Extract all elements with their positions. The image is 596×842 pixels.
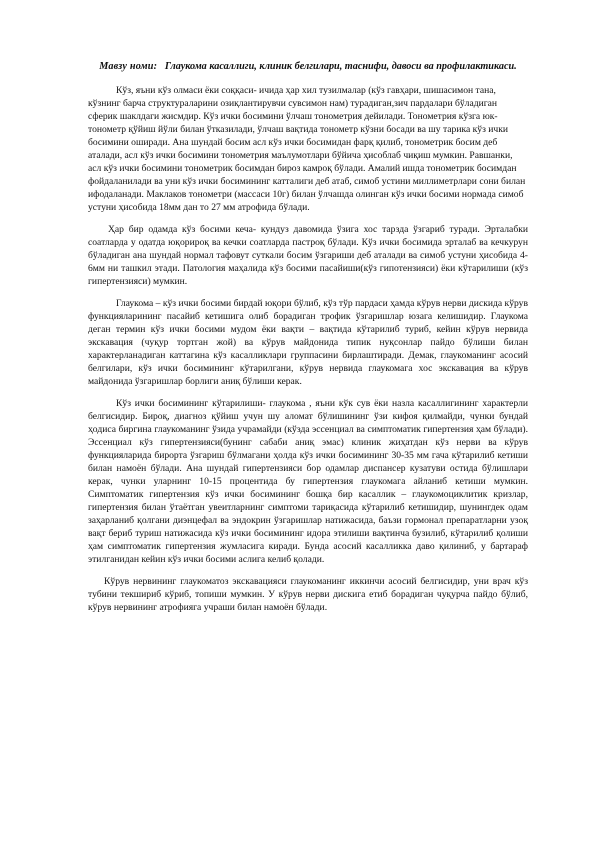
document-page [88, 60, 528, 623]
paragraph-4: Кўз ички босимининг кўтарилиши- глаукома , яъни кўк сув ёки назла касаллигининг характерли белгисидир. Бироқ, диагноз қўйиш учун шу аломат бўлишининг ўзи кифоя қилмайди, чунки бундай ҳодиса биргина глаукоманинг ўзида учрамайди (кўзда эссенциал ва симптоматик гипертензия ҳам бўлади). Эссенциал кўз гипертензияси(бунинг сабаби аниқ эмас) клиник жиҳатдан кўз нерви ва кўрув функцияларида бирорта ўзгариш бўлмагани ҳолда кўз ички босимининг 30-35 мм гача кўтарилиб кетиши билан намоён бўлади. Ана шундай гипертензияси бор одамлар диспансер кузатуви остида бўлишлари керак, чунки уларнинг 10-15 процентида бу гипертензия глаукомага айланиб кетиши мумкин. Симптоматик гипертензия кўз ички босимининг бошқа бир касаллик – глаукомоциклитик кризлар, гипертензия билан ўтаётган увеитларнинг симптоми тариқасида кўтарилиб кетишидир, шунингдек одам заҳарланиб қолгани диэнцефал ва эндокрин ўзгаришлар натижасида, баъзи гормонал препаратларни узоқ вақт бериб туриш натижасида кўз ички босимининг идора этилиши вақтинча бузилиб, кўтарилиб қолиши ҳам симптоматик гипертензия жумласига киради. Бунда асосий касалликка даво қилиниб, у бартараф этилганидан кейин кўз ички босими аслига келиб қолади. [88, 397, 528, 565]
paragraph-1: Кўз, яъни кўз олмаси ёки соққаси- ичида ҳар хил тузилмалар (кўз гавҳари, шишасимон тана, кўзнинг барча структураларини озиқлантирувчи сувсимон нам) турадиган,зич пардалари бўладиган сферик шаклдаги жисмдир. Кўз ички босимини ўлчаш тонометрия дейилади. Тонометрия кўзга юк- тонометр қўйиш йўли билан ўтказилади, ўлчаш вақтида тонометр кўзни босади ва шу тарика кўз ички босимини оширади. Ана шундай босим асл кўз ички босимидан фарқ қилиб, тонометрик босим деб аталади, асл кўз ички босимини тонометрия маълумотлари бўйича ҳисоблаб чиқиш мумкин. Равшанки, асл кўз ички босимини тонометрик босимдан бироз камроқ бўлади. Амалий ишда тонометрик босимдан фойдаланилади ва уни кўз ички босимининг катталиги деб атаб, симоб устини миллиметрлари сони билан ифодаланади. Маклаков тонометри (массаси 10г) билан ўлчашда олинган кўз ички босими нормада симоб устуни ҳисобида 18мм дан то 27 мм атрофида бўлади. [88, 84, 526, 213]
title-text: Глаукома касаллиги, клиник белгилари, таснифи, давоси ва профилактикаси. [164, 61, 517, 72]
document-title [88, 60, 528, 74]
title-label: Мавзу номи: [99, 61, 158, 72]
paragraph-3: Глаукома – кўз ички босими бирдай юқори бўлиб, кўз тўр пардаси ҳамда кўрув нерви дискида кўрув функцияларининг пасайиб кетишига олиб борадиган трофик ўзгаришлар юзага келишидир. Глаукома деган термин кўз ички босими мудом ёки вақти – вақтида кўтарилиб туриб, кейин кўрув нервида экскавация (чуқур тортган жой) ва кўрув майдонида типик нуқсонлар пайдо бўлиши билан характерланадиган каттагина кўз касалликлари группасини бирлаштиради. Демак, глаукоманинг асосий белгилари, кўз ички босимининг кўтарилгани, кўрув нервида глаукомага хос экскавация ва кўрув майдонида ўзгаришлар борлиги аниқ бўлиши керак. [88, 297, 528, 387]
paragraph-2: Ҳар бир одамда кўз босими кеча- кундуз давомида ўзига хос тарзда ўзгариб туради. Эрталабки соатларда у одатда юқорироқ ва кечки соатларда пастроқ бўлади. Кўз ички босимида эрталаб ва кечкурун бўладиган ана шундай нормал тафовут суткали босим ўзгариши деб аталади ва симоб устуни ҳисобида 4-6мм ни ташкил этади. Патология маҳалида кўз босими пасайиши(кўз гипотензияси) ёки кўтарилиши (кўз гипертензияси) мумкин. [88, 223, 528, 287]
paragraph-5: Кўрув нервининг глаукоматоз экскавацияси глаукоманинг иккинчи асосий белгисидир, уни врач кўз тубини текшириб кўриб, топиши мумкин. У кўрув нерви дискига етиб борадиган чуқурча пайдо бўлиб, кўрув нервининг атрофияга учраши билан намоён бўлади. [88, 575, 528, 613]
